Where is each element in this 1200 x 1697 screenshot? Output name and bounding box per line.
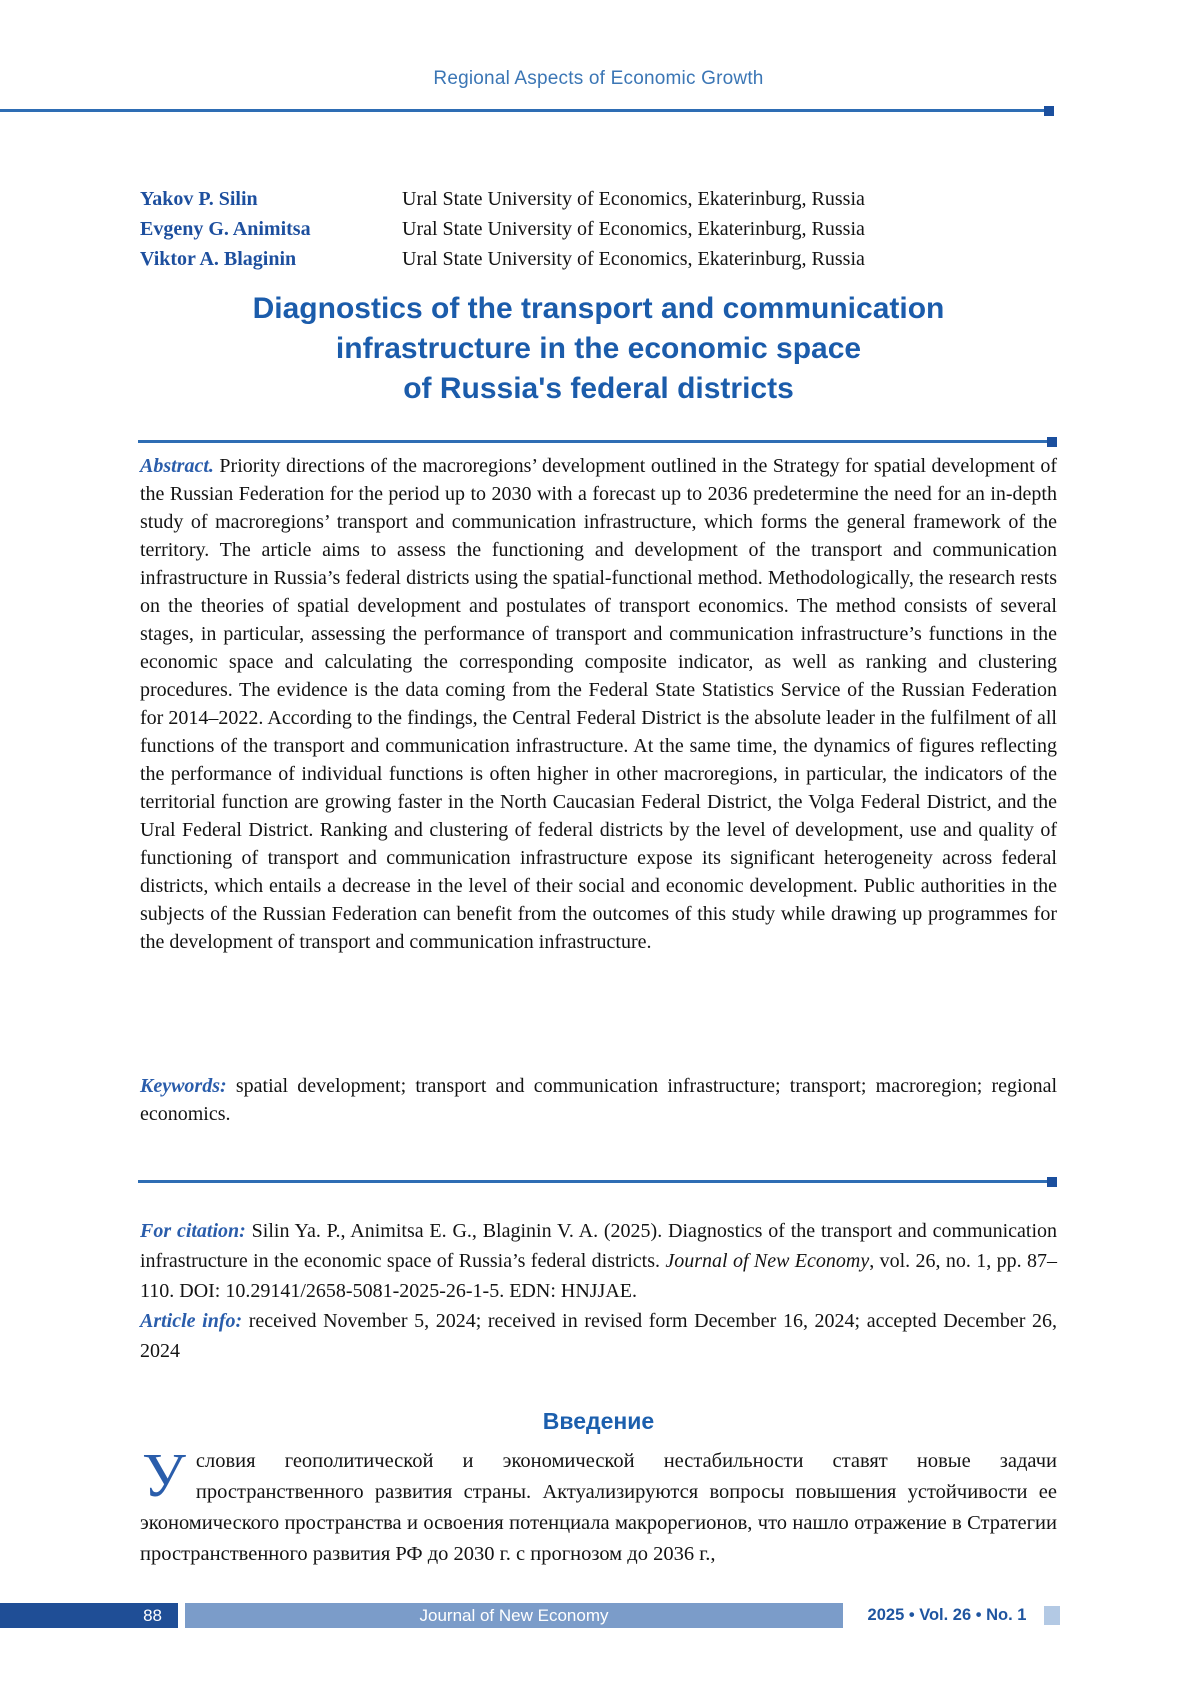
author-name: Yakov P. Silin bbox=[140, 188, 258, 210]
citation-text: Silin Ya. P., Animitsa E. G., Blaginin V. A. (2025). Diagnostics of the transport and communication infrastructure in the economic space of Russia’s federal districts. bbox=[140, 1220, 1058, 1272]
issue-info: 2025 • Vol. 26 • No. 1 bbox=[867, 1606, 1027, 1624]
authors-block bbox=[140, 184, 1057, 274]
paper-title-line: of Russia's federal districts bbox=[403, 372, 794, 405]
introduction-text: словия геополитической и экономической нестабильности ставят новые задачи пространственного развития страны. Актуализируются вопросы повышения устойчивости ее экономического пространства и освоения потенциала макрорегионов, что нашло отражение в Стратегии пространственного развития РФ до 2030 г. с прогнозом до 2036 г., bbox=[140, 1450, 1057, 1565]
author-affiliation: Ural State University of Economics, Ekaterinburg, Russia bbox=[402, 218, 865, 240]
paper-title-line: Diagnostics of the transport and communication bbox=[252, 292, 945, 325]
article-info-paragraph bbox=[140, 1306, 1057, 1366]
abstract-text: Priority directions of the macroregions’ development outlined in the Strategy for spatial development of the Russian Federation for the period up to 2030 with a forecast up to 2036 predetermine the need for an in-depth study of macroregions’ transport and communication infrastructure, which forms the general framework of the territory. The article aims to assess the functioning and development of the transport and communication infrastructure in Russia’s federal districts using the spatial-functional method. Methodologically, the research rests on the theories of spatial development and postulates of transport economics. The method consists of several stages, in particular, assessing the performance of transport and communication infrastructure’s functions in the economic space and calculating the corresponding composite indicator, as well as ranking and clustering procedures. The evidence is the data coming from the Federal State Statistics Service of the Russian Federation for 2014–2022. According to the findings, the Central Federal District is the absolute leader in the fulfilment of all functions of the transport and communication infrastructure. At the same time, the dynamics of figures reflecting the performance of individual functions is often higher in other macroregions, in particular, the indicators of the territorial function are growing faster in the North Caucasian Federal District, the Volga Federal District, and the Ural Federal District. Ranking and clustering of federal districts by the level of development, use and quality of functioning of transport and communication infrastructure expose its significant heterogeneity across federal districts, which entails a decrease in the level of their social and economic development. Public authorities in the subjects of the Russian Federation can benefit from the outcomes of this study while drawing up programmes for the development of transport and communication infrastructure. bbox=[140, 455, 1058, 953]
keywords-label: Keywords: bbox=[140, 1075, 227, 1097]
abstract-block bbox=[140, 452, 1057, 956]
author-row bbox=[140, 214, 1057, 244]
journal-name-bar: Journal of New Economy bbox=[185, 1603, 843, 1628]
footer bbox=[0, 1603, 1200, 1628]
citation-text: , vol. 26, no. 1, pp. 87–110. DOI: 10.29141/2658-5081-2025-26-1-5. EDN: HNJJAE. bbox=[140, 1250, 1057, 1302]
journal-name-italic: Journal of New Economy bbox=[665, 1250, 870, 1272]
paper-title bbox=[140, 289, 1057, 409]
keywords-rule-line bbox=[138, 1180, 1048, 1183]
author-row bbox=[140, 184, 1057, 214]
for-citation-label: For citation: bbox=[140, 1220, 246, 1242]
author-name: Viktor A. Blaginin bbox=[140, 248, 297, 270]
introduction-block bbox=[140, 1442, 1057, 1570]
keywords-block bbox=[140, 1072, 1057, 1128]
keywords-rule bbox=[138, 1177, 1057, 1187]
author-affiliation: Ural State University of Economics, Ekaterinburg, Russia bbox=[402, 248, 865, 270]
page-number-block: 88 bbox=[0, 1603, 178, 1628]
for-citation-paragraph bbox=[140, 1216, 1057, 1306]
abstract-label: Abstract. bbox=[140, 455, 214, 477]
introduction-heading: Введение bbox=[542, 1408, 655, 1434]
rule-end-square-icon bbox=[1044, 106, 1054, 116]
keywords-text: spatial development; transport and communication infrastructure; transport; macroregion; regional economics. bbox=[140, 1075, 1058, 1125]
header-rule bbox=[0, 106, 1054, 116]
article-info-label: Article info: bbox=[140, 1310, 243, 1332]
author-affiliation: Ural State University of Economics, Ekaterinburg, Russia bbox=[402, 188, 865, 210]
citation-block bbox=[140, 1216, 1057, 1366]
header-rule-line bbox=[0, 109, 1045, 112]
abstract-rule bbox=[138, 437, 1057, 447]
author-name: Evgeny G. Animitsa bbox=[140, 218, 311, 240]
introduction-paragraph bbox=[140, 1442, 1057, 1570]
dropcap-letter: У bbox=[142, 1442, 186, 1510]
abstract-rule-line bbox=[138, 440, 1048, 443]
article-info-text: received November 5, 2024; received in revised form December 16, 2024; accepted December 26, 2024 bbox=[140, 1310, 1058, 1362]
footer-end-square-icon bbox=[1044, 1606, 1060, 1625]
rule-end-square-icon bbox=[1047, 437, 1057, 447]
keywords-paragraph bbox=[140, 1072, 1057, 1128]
abstract-paragraph bbox=[140, 452, 1057, 956]
paper-title-line: infrastructure in the economic space bbox=[335, 332, 862, 365]
rule-end-square-icon bbox=[1047, 1177, 1057, 1187]
running-title: Regional Aspects of Economic Growth bbox=[433, 68, 764, 89]
author-row bbox=[140, 244, 1057, 274]
